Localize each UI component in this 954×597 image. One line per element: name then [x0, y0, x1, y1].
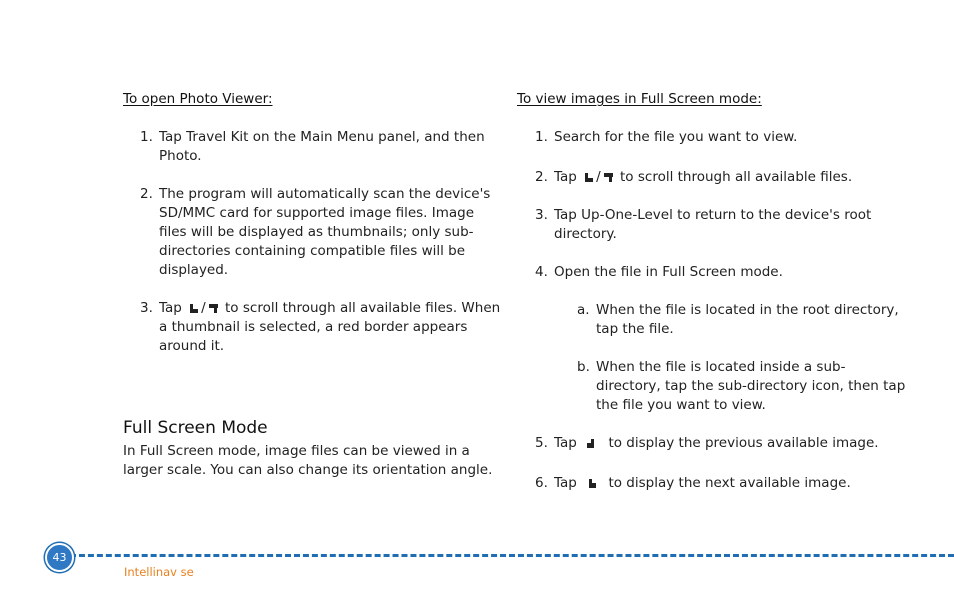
footer-dashed-divider: [70, 554, 954, 557]
step-text-after: to scroll through all available files.: [620, 169, 853, 185]
substep-letter: a.: [577, 302, 590, 318]
substep-letter: b.: [577, 359, 590, 375]
step-text-after: to display the next available image.: [608, 475, 851, 491]
list-item: [517, 168, 907, 187]
list-item: [517, 128, 907, 147]
step-number: 1.: [535, 129, 548, 145]
list-item: [517, 263, 907, 415]
list-item: [517, 474, 907, 493]
step-number: 2.: [535, 169, 548, 185]
step-number: 1.: [140, 129, 153, 145]
list-item: [517, 358, 907, 415]
open-file-substeps: [517, 301, 907, 415]
step-text: Tap Up-One-Level to return to the device's root directory.: [554, 207, 872, 242]
step-text-before: Tap: [554, 475, 577, 491]
step-number: 3.: [535, 207, 548, 223]
step-number: 6.: [535, 475, 548, 491]
next-image-icon: [587, 479, 596, 488]
full-screen-mode-title: Full Screen Mode: [123, 418, 268, 438]
open-photo-viewer-heading: To open Photo Viewer:: [123, 91, 273, 107]
separator: /: [201, 300, 206, 316]
step-text: Open the file in Full Screen mode.: [554, 264, 783, 280]
step-text-after: to scroll through all available files. When a thumbnail is selected, a red border appears around it.: [159, 300, 501, 354]
step-number: 4.: [535, 264, 548, 280]
step-text-before: Tap: [554, 169, 577, 185]
scroll-down-icon: [189, 304, 198, 313]
full-screen-mode-description: In Full Screen mode, image files can be viewed in a larger scale. You can also change its orientation angle.: [123, 443, 493, 478]
step-text: Tap Travel Kit on the Main Menu panel, and then Photo.: [159, 129, 485, 164]
list-item: [123, 299, 503, 356]
step-text-before: Tap: [159, 300, 182, 316]
step-text: The program will automatically scan the device's SD/MMC card for supported image files. Image files will be displayed as thumbnails; only sub-directories containing compatible files will be displayed.: [159, 186, 491, 278]
left-column: [123, 90, 503, 356]
scroll-down-icon: [584, 173, 593, 182]
list-item: [517, 301, 907, 339]
separator: /: [596, 169, 601, 185]
list-item: [123, 128, 503, 166]
list-item: [517, 206, 907, 244]
page-number-badge: 43: [45, 543, 74, 572]
view-full-screen-steps: [517, 128, 907, 493]
step-number: 3.: [140, 300, 153, 316]
step-text-before: Tap: [554, 435, 577, 451]
list-item: [517, 434, 907, 453]
right-column: [517, 90, 907, 493]
list-item: [123, 185, 503, 280]
brand-name: Intellinav se: [124, 565, 194, 579]
scroll-up-icon: [604, 173, 613, 182]
previous-image-icon: [587, 439, 596, 448]
step-text-after: to display the previous available image.: [608, 435, 879, 451]
step-number: 2.: [140, 186, 153, 202]
step-text: Search for the file you want to view.: [554, 129, 798, 145]
substep-text: When the file is located in the root directory, tap the file.: [596, 302, 899, 337]
substep-text: When the file is located inside a sub-directory, tap the sub-directory icon, then tap the file you want to view.: [596, 359, 906, 413]
scroll-up-icon: [209, 304, 218, 313]
step-number: 5.: [535, 435, 548, 451]
open-photo-viewer-steps: [123, 128, 503, 356]
view-full-screen-heading: To view images in Full Screen mode:: [517, 91, 762, 107]
